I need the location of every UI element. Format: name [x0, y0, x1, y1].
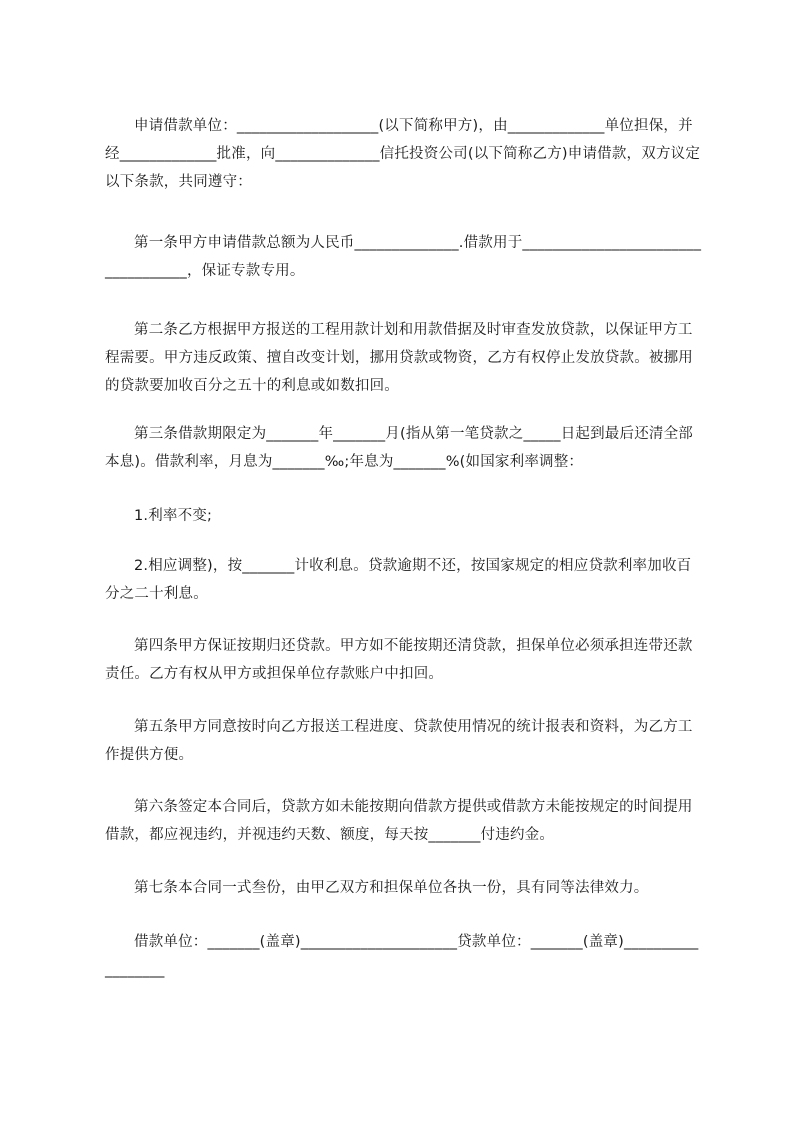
paragraph-item-1: 1.利率不变; — [134, 508, 213, 524]
paragraph-article-5: 第五条甲方同意按时向乙方报送工程进度、贷款使用情况的统计报表和资料，为乙方工作提供方便。 — [105, 719, 693, 763]
paragraph-article-6: 第六条签定本合同后，贷款方如未能按期向借款方提供或借款方未能按规定的时间提用借款，都应视违约，并视违约天数、额度，每天按_______付违约金。 — [105, 799, 693, 843]
paragraph-item-2: 2.相应调整)，按_______计收利息。贷款逾期不还，按国家规定的相应贷款利率加收百分之二十利息。 — [105, 558, 692, 602]
paragraph-article-1: 第一条甲方申请借款总额为人民币______________.借款用于___________________________________，保证专款专用。 — [105, 235, 702, 279]
paragraph-signatures: 借款单位：_______(盖章)_____________________贷款单位：_______(盖章)__________________ — [105, 934, 699, 978]
paragraph-article-7: 第七条本合同一式叁份，由甲乙双方和担保单位各执一份，具有同等法律效力。 — [134, 880, 649, 896]
paragraph-article-4: 第四条甲方保证按期归还贷款。甲方如不能按期还清贷款，担保单位必须承担连带还款责任。乙方有权从甲方或担保单位存款账户中扣回。 — [105, 638, 693, 682]
paragraph-article-2: 第二条乙方根据甲方报送的工程用款计划和用款借据及时审查发放贷款，以保证甲方工程需要。甲方违反政策、擅自改变计划，挪用贷款或物资，乙方有权停止发放贷款。被挪用的贷款要加收百分之五十的利息或如数扣回。 — [105, 322, 693, 394]
paragraph-article-3: 第三条借款期限定为_______年_______月(指从第一笔贷款之_____日起到最后还清全部本息)。借款利率，月息为_______‰;年息为_______%(如国家利率调整： — [105, 426, 694, 470]
paragraph-applicant: 申请借款单位：___________________(以下简称甲方)，由_____________单位担保，并经_____________批准，向______________信托投资公司(以下简称乙方)申请借款，双方议定以下条款，共同遵守： — [105, 118, 701, 190]
